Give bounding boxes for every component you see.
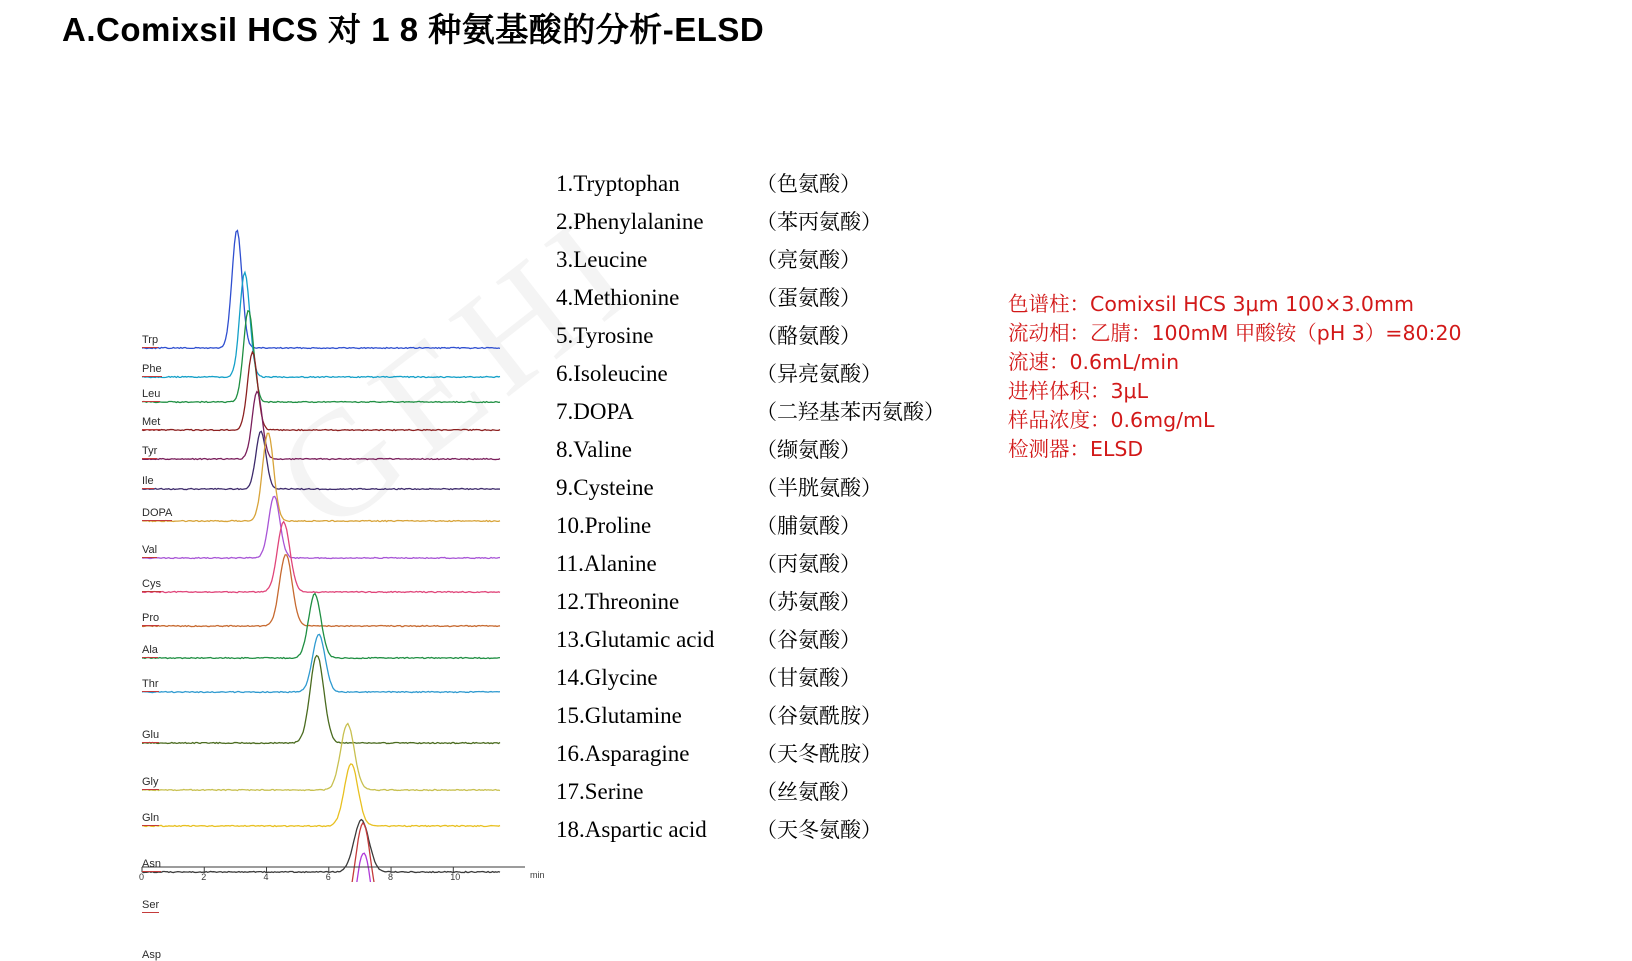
- x-axis-tick-label: 0: [139, 872, 145, 882]
- compound-name-en: 16.Asparagine: [556, 741, 690, 766]
- compound-name-cn: （脯氨酸）: [756, 514, 861, 538]
- trace-label-asn: Asn: [142, 858, 161, 870]
- trace-label-tyr: Tyr: [142, 445, 158, 457]
- compound-name-en: 4.Methionine: [556, 285, 680, 310]
- compound-name-cn: （酪氨酸）: [756, 324, 861, 348]
- method-parameters: [1008, 290, 1462, 464]
- compound-name-cn: （谷氨酸）: [756, 628, 861, 652]
- compound-row: [556, 586, 976, 624]
- compound-row: [556, 434, 976, 472]
- trace-label-glu: Glu: [142, 729, 160, 741]
- chromatogram-panel: [139, 112, 550, 961]
- compound-row: [556, 396, 976, 434]
- compound-row: [556, 320, 976, 358]
- compound-row: [556, 624, 976, 662]
- trace-leu: [142, 311, 500, 403]
- compound-name-en: 18.Aspartic acid: [556, 817, 707, 842]
- trace-label-trp: Trp: [142, 334, 159, 346]
- compound-name-cn: （丝氨酸）: [756, 780, 861, 804]
- trace-label-phe: Phe: [142, 363, 162, 375]
- compound-name-en: 7.DOPA: [556, 399, 634, 424]
- trace-label-dopa: DOPA: [142, 507, 173, 519]
- trace-thr: [142, 634, 500, 692]
- compound-row: [556, 472, 976, 510]
- method-parameter-line: 样品浓度：0.6mg/mL: [1008, 408, 1215, 432]
- compound-row: [556, 358, 976, 396]
- compound-list: [556, 168, 976, 852]
- chromatogram-svg: [140, 112, 550, 882]
- method-parameter-line: 色谱柱：Comixsil HCS 3μm 100×3.0mm: [1008, 292, 1414, 316]
- compound-name-cn: （甘氨酸）: [756, 666, 861, 690]
- trace-cys: [142, 522, 500, 593]
- x-axis-tick-label: 6: [325, 872, 331, 882]
- compound-name-cn: （异亮氨酸）: [756, 362, 882, 386]
- trace-met: [142, 352, 500, 431]
- trace-label-ile: Ile: [142, 475, 154, 487]
- trace-ile: [142, 431, 500, 489]
- trace-label-leu: Leu: [142, 388, 161, 400]
- trace-phe: [142, 272, 500, 377]
- x-axis-tick-label: 2: [201, 872, 207, 882]
- trace-dopa: [142, 433, 500, 521]
- compound-name-cn: （谷氨酰胺）: [756, 704, 882, 728]
- compound-name-en: 5.Tyrosine: [556, 323, 654, 348]
- compound-name-cn: （亮氨酸）: [756, 248, 861, 272]
- compound-name-en: 12.Threonine: [556, 589, 680, 614]
- compound-row: [556, 700, 976, 738]
- trace-label-thr: Thr: [142, 678, 159, 690]
- compound-name-en: 2.Phenylalanine: [556, 209, 704, 234]
- compound-row: [556, 168, 976, 206]
- compound-name-cn: （缬氨酸）: [756, 438, 861, 462]
- compound-name-cn: （苯丙氨酸）: [756, 210, 882, 234]
- compound-row: [556, 662, 976, 700]
- x-axis-unit-label: min: [530, 870, 545, 880]
- compound-row: [556, 548, 976, 586]
- trace-label-asp: Asp: [142, 949, 161, 961]
- trace-ser: [142, 823, 500, 882]
- trace-val: [142, 496, 500, 558]
- compound-name-en: 13.Glutamic acid: [556, 627, 715, 652]
- compound-row: [556, 814, 976, 852]
- x-axis-tick-label: 4: [263, 872, 269, 882]
- compound-name-cn: （苏氨酸）: [756, 590, 861, 614]
- compound-name-en: 6.Isoleucine: [556, 361, 668, 386]
- method-parameter-line: 检测器：ELSD: [1008, 437, 1144, 461]
- compound-name-cn: （二羟基苯丙氨酸）: [756, 400, 945, 424]
- method-parameter-line: 进样体积：3μL: [1008, 379, 1149, 403]
- compound-name-cn: （丙氨酸）: [756, 552, 861, 576]
- trace-label-ala: Ala: [142, 644, 158, 656]
- compound-name-en: 15.Glutamine: [556, 703, 682, 728]
- method-parameter-line: 流速：0.6mL/min: [1008, 350, 1180, 374]
- trace-trp: [142, 231, 500, 349]
- compound-name-cn: （蛋氨酸）: [756, 286, 861, 310]
- compound-name-cn: （半胱氨酸）: [756, 476, 882, 500]
- compound-name-en: 3.Leucine: [556, 247, 648, 272]
- compound-name-en: 11.Alanine: [556, 551, 657, 576]
- trace-asp: [142, 853, 500, 882]
- compound-row: [556, 776, 976, 814]
- x-axis-tick-label: 10: [450, 872, 461, 882]
- trace-label-pro: Pro: [142, 612, 160, 624]
- compound-row: [556, 510, 976, 548]
- compound-name-en: 1.Tryptophan: [556, 171, 680, 196]
- compound-row: [556, 206, 976, 244]
- compound-name-cn: （天冬酰胺）: [756, 742, 882, 766]
- trace-label-met: Met: [142, 416, 161, 428]
- compound-row: [556, 738, 976, 776]
- trace-gln: [142, 764, 500, 827]
- trace-glu: [142, 656, 500, 744]
- compound-name-cn: （色氨酸）: [756, 172, 861, 196]
- compound-row: [556, 244, 976, 282]
- trace-label-gly: Gly: [142, 776, 159, 788]
- compound-name-cn: （天冬氨酸）: [756, 818, 882, 842]
- trace-label-val: Val: [142, 544, 158, 556]
- trace-label-gln: Gln: [142, 812, 160, 824]
- compound-name-en: 17.Serine: [556, 779, 644, 804]
- compound-name-en: 8.Valine: [556, 437, 633, 462]
- page-title: A.Comixsil HCS 对 1 8 种氨基酸的分析-ELSD: [62, 11, 765, 48]
- trace-label-ser: Ser: [142, 899, 160, 911]
- compound-name-en: 9.Cysteine: [556, 475, 654, 500]
- x-axis-tick-label: 8: [388, 872, 394, 882]
- trace-asn: [142, 820, 500, 873]
- compound-row: [556, 282, 976, 320]
- trace-label-cys: Cys: [142, 578, 161, 590]
- compound-name-en: 10.Proline: [556, 513, 652, 538]
- compound-name-en: 14.Glycine: [556, 665, 658, 690]
- trace-gly: [142, 724, 500, 791]
- method-parameter-line: 流动相：乙腈：100mM 甲酸铵（pH 3）=80:20: [1008, 321, 1462, 345]
